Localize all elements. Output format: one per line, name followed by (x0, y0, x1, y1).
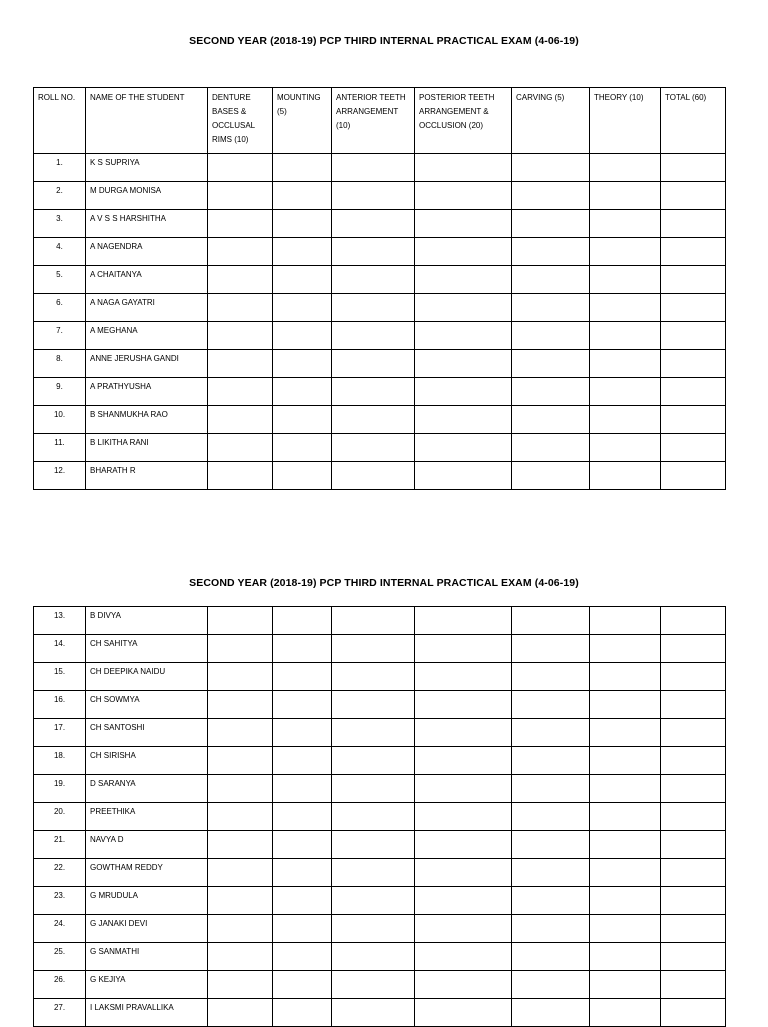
roll-number-cell: 10. (34, 406, 86, 434)
roll-number-cell: 5. (34, 266, 86, 294)
header-denture-bases: DENTURE BASES & OCCLUSAL RIMS (10) (208, 88, 273, 154)
carving-mark-cell (512, 747, 590, 775)
student-name-cell: BHARATH R (86, 462, 208, 490)
mounting-mark-cell (273, 915, 332, 943)
roll-number-cell: 3. (34, 210, 86, 238)
denture-bases-mark-cell (208, 350, 273, 378)
posterior-teeth-mark-cell (415, 154, 512, 182)
student-name-cell: NAVYA D (86, 831, 208, 859)
carving-mark-cell (512, 775, 590, 803)
total-mark-cell (661, 915, 726, 943)
page-title-second: SECOND YEAR (2018-19) PCP THIRD INTERNAL PRACTICAL EXAM (4-06-19) (189, 577, 579, 589)
theory-mark-cell (590, 294, 661, 322)
total-mark-cell (661, 971, 726, 999)
posterior-teeth-mark-cell (415, 266, 512, 294)
carving-mark-cell (512, 350, 590, 378)
table-row (34, 210, 726, 238)
roll-number-cell: 23. (34, 887, 86, 915)
total-mark-cell (661, 859, 726, 887)
posterior-teeth-mark-cell (415, 971, 512, 999)
denture-bases-mark-cell (208, 154, 273, 182)
student-name-cell: CH SAHITYA (86, 635, 208, 663)
denture-bases-mark-cell (208, 635, 273, 663)
student-name-cell: CH DEEPIKA NAIDU (86, 663, 208, 691)
theory-mark-cell (590, 607, 661, 635)
mounting-mark-cell (273, 719, 332, 747)
header-posterior-teeth: POSTERIOR TEETH ARRANGEMENT & OCCLUSION (20) (415, 88, 512, 154)
posterior-teeth-mark-cell (415, 915, 512, 943)
anterior-teeth-mark-cell (332, 322, 415, 350)
student-name-cell: A PRATHYUSHA (86, 378, 208, 406)
mounting-mark-cell (273, 462, 332, 490)
anterior-teeth-mark-cell (332, 775, 415, 803)
theory-mark-cell (590, 915, 661, 943)
table-row (34, 915, 726, 943)
header-theory: THEORY (10) (590, 88, 661, 154)
table-row (34, 182, 726, 210)
theory-mark-cell (590, 943, 661, 971)
mounting-mark-cell (273, 406, 332, 434)
anterior-teeth-mark-cell (332, 238, 415, 266)
roll-number-cell: 26. (34, 971, 86, 999)
denture-bases-mark-cell (208, 322, 273, 350)
total-mark-cell (661, 775, 726, 803)
denture-bases-mark-cell (208, 210, 273, 238)
carving-mark-cell (512, 943, 590, 971)
theory-mark-cell (590, 719, 661, 747)
carving-mark-cell (512, 915, 590, 943)
mounting-mark-cell (273, 635, 332, 663)
anterior-teeth-mark-cell (332, 294, 415, 322)
denture-bases-mark-cell (208, 691, 273, 719)
anterior-teeth-mark-cell (332, 747, 415, 775)
table-row (34, 859, 726, 887)
total-mark-cell (661, 887, 726, 915)
theory-mark-cell (590, 971, 661, 999)
student-name-cell: A V S S HARSHITHA (86, 210, 208, 238)
roll-number-cell: 8. (34, 350, 86, 378)
roll-number-cell: 22. (34, 859, 86, 887)
header-mounting: MOUNTING (5) (273, 88, 332, 154)
student-name-cell: B LIKITHA RANI (86, 434, 208, 462)
roll-number-cell: 15. (34, 663, 86, 691)
carving-mark-cell (512, 719, 590, 747)
roll-number-cell: 11. (34, 434, 86, 462)
carving-mark-cell (512, 691, 590, 719)
posterior-teeth-mark-cell (415, 406, 512, 434)
denture-bases-mark-cell (208, 803, 273, 831)
carving-mark-cell (512, 859, 590, 887)
total-mark-cell (661, 635, 726, 663)
posterior-teeth-mark-cell (415, 434, 512, 462)
carving-mark-cell (512, 635, 590, 663)
anterior-teeth-mark-cell (332, 943, 415, 971)
total-mark-cell (661, 691, 726, 719)
student-name-cell: CH SIRISHA (86, 747, 208, 775)
table-row (34, 434, 726, 462)
mounting-mark-cell (273, 154, 332, 182)
carving-mark-cell (512, 378, 590, 406)
mounting-mark-cell (273, 378, 332, 406)
anterior-teeth-mark-cell (332, 999, 415, 1027)
theory-mark-cell (590, 831, 661, 859)
table-row (34, 607, 726, 635)
roll-number-cell: 13. (34, 607, 86, 635)
anterior-teeth-mark-cell (332, 350, 415, 378)
carving-mark-cell (512, 238, 590, 266)
student-name-cell: B SHANMUKHA RAO (86, 406, 208, 434)
mounting-mark-cell (273, 607, 332, 635)
student-name-cell: GOWTHAM REDDY (86, 859, 208, 887)
mounting-mark-cell (273, 434, 332, 462)
mounting-mark-cell (273, 350, 332, 378)
total-mark-cell (661, 238, 726, 266)
carving-mark-cell (512, 462, 590, 490)
total-mark-cell (661, 607, 726, 635)
denture-bases-mark-cell (208, 887, 273, 915)
roll-number-cell: 27. (34, 999, 86, 1027)
posterior-teeth-mark-cell (415, 775, 512, 803)
mounting-mark-cell (273, 210, 332, 238)
posterior-teeth-mark-cell (415, 238, 512, 266)
denture-bases-mark-cell (208, 294, 273, 322)
carving-mark-cell (512, 663, 590, 691)
total-mark-cell (661, 462, 726, 490)
mounting-mark-cell (273, 322, 332, 350)
mounting-mark-cell (273, 803, 332, 831)
theory-mark-cell (590, 663, 661, 691)
denture-bases-mark-cell (208, 462, 273, 490)
table-row (34, 775, 726, 803)
theory-mark-cell (590, 238, 661, 266)
mounting-mark-cell (273, 294, 332, 322)
total-mark-cell (661, 831, 726, 859)
table-row (34, 462, 726, 490)
anterior-teeth-mark-cell (332, 266, 415, 294)
table-row (34, 719, 726, 747)
total-mark-cell (661, 350, 726, 378)
total-mark-cell (661, 747, 726, 775)
total-mark-cell (661, 322, 726, 350)
theory-mark-cell (590, 859, 661, 887)
header-carving: CARVING (5) (512, 88, 590, 154)
mounting-mark-cell (273, 238, 332, 266)
posterior-teeth-mark-cell (415, 943, 512, 971)
mounting-mark-cell (273, 831, 332, 859)
anterior-teeth-mark-cell (332, 378, 415, 406)
denture-bases-mark-cell (208, 747, 273, 775)
table-row (34, 350, 726, 378)
anterior-teeth-mark-cell (332, 859, 415, 887)
student-name-cell: ANNE JERUSHA GANDI (86, 350, 208, 378)
table-row (34, 999, 726, 1027)
roll-number-cell: 4. (34, 238, 86, 266)
carving-mark-cell (512, 266, 590, 294)
mounting-mark-cell (273, 887, 332, 915)
student-name-cell: A CHAITANYA (86, 266, 208, 294)
student-name-cell: M DURGA MONISA (86, 182, 208, 210)
posterior-teeth-mark-cell (415, 294, 512, 322)
denture-bases-mark-cell (208, 607, 273, 635)
theory-mark-cell (590, 406, 661, 434)
roll-number-cell: 17. (34, 719, 86, 747)
anterior-teeth-mark-cell (332, 971, 415, 999)
roll-number-cell: 9. (34, 378, 86, 406)
anterior-teeth-mark-cell (332, 663, 415, 691)
denture-bases-mark-cell (208, 663, 273, 691)
posterior-teeth-mark-cell (415, 635, 512, 663)
anterior-teeth-mark-cell (332, 803, 415, 831)
denture-bases-mark-cell (208, 434, 273, 462)
page-title: SECOND YEAR (2018-19) PCP THIRD INTERNAL PRACTICAL EXAM (4-06-19) (189, 35, 579, 47)
posterior-teeth-mark-cell (415, 350, 512, 378)
theory-mark-cell (590, 378, 661, 406)
table-row (34, 747, 726, 775)
denture-bases-mark-cell (208, 971, 273, 999)
denture-bases-mark-cell (208, 999, 273, 1027)
table-row (34, 663, 726, 691)
posterior-teeth-mark-cell (415, 831, 512, 859)
table-row (34, 154, 726, 182)
roll-number-cell: 7. (34, 322, 86, 350)
theory-mark-cell (590, 691, 661, 719)
total-mark-cell (661, 182, 726, 210)
student-name-cell: G SANMATHI (86, 943, 208, 971)
carving-mark-cell (512, 999, 590, 1027)
header-roll-no: ROLL NO. (34, 88, 86, 154)
carving-mark-cell (512, 971, 590, 999)
denture-bases-mark-cell (208, 831, 273, 859)
student-name-cell: A NAGA GAYATRI (86, 294, 208, 322)
table-row (34, 691, 726, 719)
header-row (34, 88, 726, 154)
roll-number-cell: 1. (34, 154, 86, 182)
mounting-mark-cell (273, 182, 332, 210)
table-row (34, 943, 726, 971)
total-mark-cell (661, 210, 726, 238)
roll-number-cell: 20. (34, 803, 86, 831)
carving-mark-cell (512, 322, 590, 350)
roll-number-cell: 16. (34, 691, 86, 719)
anterior-teeth-mark-cell (332, 915, 415, 943)
theory-mark-cell (590, 350, 661, 378)
table-row (34, 266, 726, 294)
posterior-teeth-mark-cell (415, 803, 512, 831)
denture-bases-mark-cell (208, 943, 273, 971)
student-name-cell: CH SOWMYA (86, 691, 208, 719)
denture-bases-mark-cell (208, 182, 273, 210)
carving-mark-cell (512, 434, 590, 462)
posterior-teeth-mark-cell (415, 462, 512, 490)
roll-number-cell: 12. (34, 462, 86, 490)
table-row (34, 831, 726, 859)
total-mark-cell (661, 663, 726, 691)
carving-mark-cell (512, 887, 590, 915)
posterior-teeth-mark-cell (415, 691, 512, 719)
theory-mark-cell (590, 266, 661, 294)
anterior-teeth-mark-cell (332, 182, 415, 210)
total-mark-cell (661, 378, 726, 406)
table-row (34, 406, 726, 434)
total-mark-cell (661, 719, 726, 747)
student-name-cell: G MRUDULA (86, 887, 208, 915)
theory-mark-cell (590, 182, 661, 210)
anterior-teeth-mark-cell (332, 406, 415, 434)
mounting-mark-cell (273, 663, 332, 691)
student-name-cell: G KEJIYA (86, 971, 208, 999)
carving-mark-cell (512, 154, 590, 182)
posterior-teeth-mark-cell (415, 859, 512, 887)
total-mark-cell (661, 803, 726, 831)
posterior-teeth-mark-cell (415, 887, 512, 915)
roll-number-cell: 24. (34, 915, 86, 943)
student-name-cell: K S SUPRIYA (86, 154, 208, 182)
marks-table-page1 (33, 87, 726, 490)
anterior-teeth-mark-cell (332, 154, 415, 182)
roll-number-cell: 21. (34, 831, 86, 859)
marks-table-page2 (33, 606, 726, 1027)
theory-mark-cell (590, 887, 661, 915)
carving-mark-cell (512, 607, 590, 635)
posterior-teeth-mark-cell (415, 663, 512, 691)
table-row (34, 887, 726, 915)
anterior-teeth-mark-cell (332, 210, 415, 238)
mounting-mark-cell (273, 971, 332, 999)
anterior-teeth-mark-cell (332, 434, 415, 462)
mounting-mark-cell (273, 691, 332, 719)
theory-mark-cell (590, 322, 661, 350)
mounting-mark-cell (273, 999, 332, 1027)
table-row (34, 294, 726, 322)
posterior-teeth-mark-cell (415, 322, 512, 350)
table-row (34, 378, 726, 406)
anterior-teeth-mark-cell (332, 462, 415, 490)
denture-bases-mark-cell (208, 266, 273, 294)
mounting-mark-cell (273, 747, 332, 775)
total-mark-cell (661, 943, 726, 971)
header-anterior-teeth: ANTERIOR TEETH ARRANGEMENT (10) (332, 88, 415, 154)
theory-mark-cell (590, 747, 661, 775)
total-mark-cell (661, 294, 726, 322)
posterior-teeth-mark-cell (415, 607, 512, 635)
header-total: TOTAL (60) (661, 88, 726, 154)
denture-bases-mark-cell (208, 859, 273, 887)
total-mark-cell (661, 266, 726, 294)
theory-mark-cell (590, 154, 661, 182)
mounting-mark-cell (273, 266, 332, 294)
mounting-mark-cell (273, 943, 332, 971)
denture-bases-mark-cell (208, 238, 273, 266)
table-row (34, 971, 726, 999)
student-name-cell: A MEGHANA (86, 322, 208, 350)
carving-mark-cell (512, 831, 590, 859)
carving-mark-cell (512, 406, 590, 434)
roll-number-cell: 25. (34, 943, 86, 971)
student-name-cell: CH SANTOSHI (86, 719, 208, 747)
mounting-mark-cell (273, 859, 332, 887)
posterior-teeth-mark-cell (415, 378, 512, 406)
student-name-cell: D SARANYA (86, 775, 208, 803)
total-mark-cell (661, 434, 726, 462)
carving-mark-cell (512, 210, 590, 238)
theory-mark-cell (590, 803, 661, 831)
table-row (34, 322, 726, 350)
header-student-name: NAME OF THE STUDENT (86, 88, 208, 154)
table-row (34, 803, 726, 831)
roll-number-cell: 14. (34, 635, 86, 663)
theory-mark-cell (590, 434, 661, 462)
student-name-cell: A NAGENDRA (86, 238, 208, 266)
carving-mark-cell (512, 803, 590, 831)
total-mark-cell (661, 999, 726, 1027)
denture-bases-mark-cell (208, 719, 273, 747)
anterior-teeth-mark-cell (332, 719, 415, 747)
anterior-teeth-mark-cell (332, 635, 415, 663)
theory-mark-cell (590, 462, 661, 490)
posterior-teeth-mark-cell (415, 719, 512, 747)
theory-mark-cell (590, 635, 661, 663)
roll-number-cell: 18. (34, 747, 86, 775)
anterior-teeth-mark-cell (332, 887, 415, 915)
theory-mark-cell (590, 775, 661, 803)
denture-bases-mark-cell (208, 775, 273, 803)
student-name-cell: I LAKSMI PRAVALLIKA (86, 999, 208, 1027)
roll-number-cell: 6. (34, 294, 86, 322)
student-name-cell: G JANAKI DEVI (86, 915, 208, 943)
total-mark-cell (661, 406, 726, 434)
carving-mark-cell (512, 294, 590, 322)
anterior-teeth-mark-cell (332, 691, 415, 719)
roll-number-cell: 2. (34, 182, 86, 210)
posterior-teeth-mark-cell (415, 210, 512, 238)
mounting-mark-cell (273, 775, 332, 803)
roll-number-cell: 19. (34, 775, 86, 803)
posterior-teeth-mark-cell (415, 182, 512, 210)
denture-bases-mark-cell (208, 378, 273, 406)
anterior-teeth-mark-cell (332, 607, 415, 635)
student-name-cell: B DIVYA (86, 607, 208, 635)
carving-mark-cell (512, 182, 590, 210)
table-row (34, 635, 726, 663)
student-name-cell: PREETHIKA (86, 803, 208, 831)
table-row (34, 238, 726, 266)
total-mark-cell (661, 154, 726, 182)
posterior-teeth-mark-cell (415, 999, 512, 1027)
posterior-teeth-mark-cell (415, 747, 512, 775)
denture-bases-mark-cell (208, 406, 273, 434)
anterior-teeth-mark-cell (332, 831, 415, 859)
theory-mark-cell (590, 999, 661, 1027)
denture-bases-mark-cell (208, 915, 273, 943)
theory-mark-cell (590, 210, 661, 238)
